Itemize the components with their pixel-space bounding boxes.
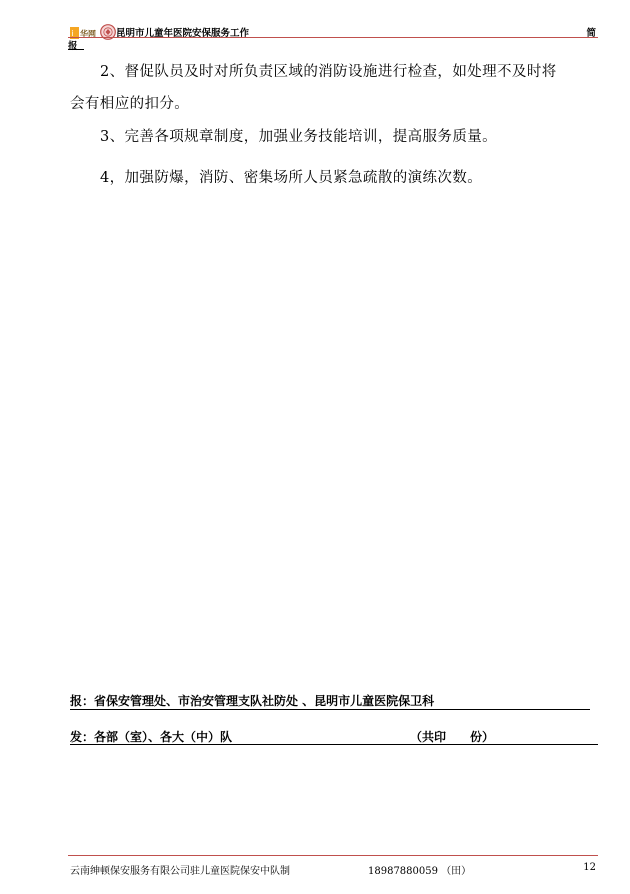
footer-company: 云南绅顿保安服务有限公司驻儿童医院保安中队制: [70, 866, 290, 877]
paragraph-item-2: [70, 56, 600, 120]
paragraph-item-3: 3、完善各项规章制度，加强业务技能培训，提高服务质量。: [100, 129, 498, 145]
header-rule: [68, 37, 598, 38]
report-to-underline: [70, 709, 590, 710]
send-to-line: 发：各部（室）、各大（中）队: [70, 730, 233, 744]
svg-text:i: i: [71, 29, 74, 38]
footer-phone: 18987880059 （田）: [368, 866, 472, 877]
report-to-line: 报：省保安管理处、市治安管理支队社防处 、昆明市儿童医院保卫科: [70, 694, 435, 708]
header-title: 昆明市儿童年医院安保服务工作: [116, 28, 250, 39]
send-to-underline: [70, 744, 598, 745]
page-number: 12: [583, 862, 596, 873]
page-header: [68, 22, 598, 52]
paragraph-line: 2、督促队员及时对所负责区域的消防设施进行检查，如处理不及时将: [100, 64, 557, 80]
header-continuation: 报: [68, 41, 78, 52]
paragraph-item-4: 4，加强防爆，消防、密集场所人员紧急疏散的演练次数。: [100, 170, 483, 186]
footer-rule: [68, 855, 598, 856]
copies-count: （共印 份）: [410, 730, 495, 744]
company-logo-text: 华网: [80, 29, 96, 39]
header-right-text: 简: [586, 28, 596, 39]
header-underline: [68, 49, 84, 50]
paragraph-line: 会有相应的扣分。: [70, 96, 190, 112]
